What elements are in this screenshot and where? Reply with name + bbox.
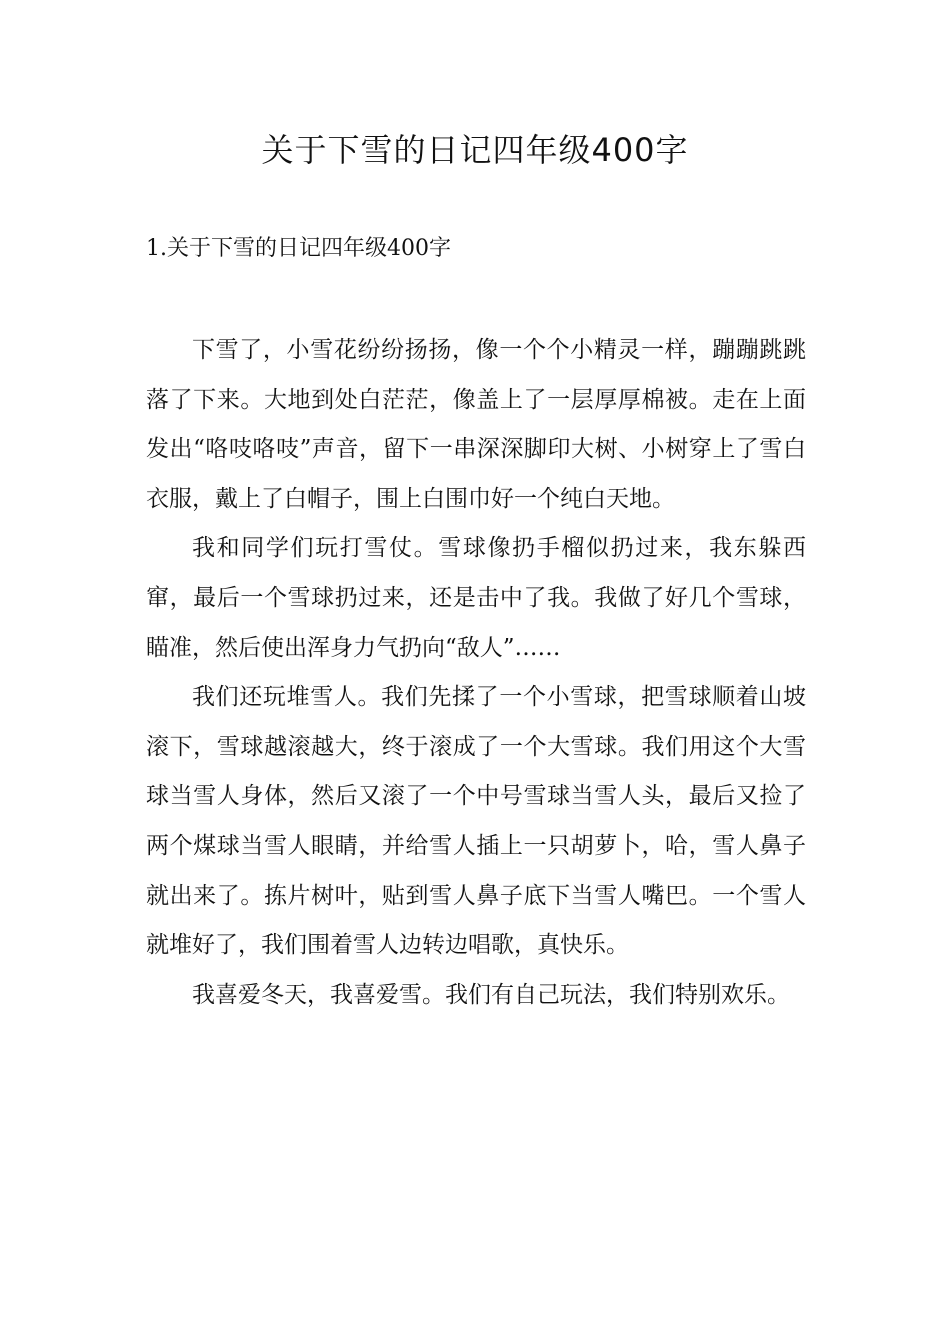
section-heading: 1.关于下雪的日记四年级400字 [146, 236, 451, 261]
diary-body [146, 326, 806, 1020]
paragraph-snowball-fight: 我和同学们玩打雪仗。雪球像扔手榴似扔过来，我东躲西窜，最后一个雪球扔过来，还是击中了我。我做了好几个雪球，瞄准，然后使出浑身力气扔向“敌人”…… [146, 535, 806, 661]
paragraph-conclusion: 我喜爱冬天，我喜爱雪。我们有自己玩法，我们特别欢乐。 [192, 981, 790, 1008]
document-title: 关于下雪的日记四年级400字 [261, 131, 689, 169]
paragraph-snowfall: 下雪了，小雪花纷纷扬扬，像一个个小精灵一样，蹦蹦跳跳落了下来。大地到处白茫茫，像盖上了一层厚厚棉被。走在上面发出“咯吱咯吱”声音，留下一串深深脚印大树、小树穿上了雪白衣服，戴上了白帽子，围上白围巾好一个纯白天地。 [146, 337, 806, 512]
paragraph-snowman: 我们还玩堆雪人。我们先揉了一个小雪球，把雪球顺着山坡滚下，雪球越滚越大，终于滚成了一个大雪球。我们用这个大雪球当雪人身体，然后又滚了一个中号雪球当雪人头，最后又捡了两个煤球当雪人眼睛，并给雪人插上一只胡萝卜，哈，雪人鼻子就出来了。拣片树叶，贴到雪人鼻子底下当雪人嘴巴。一个雪人就堆好了，我们围着雪人边转边唱歌，真快乐。 [146, 684, 806, 959]
